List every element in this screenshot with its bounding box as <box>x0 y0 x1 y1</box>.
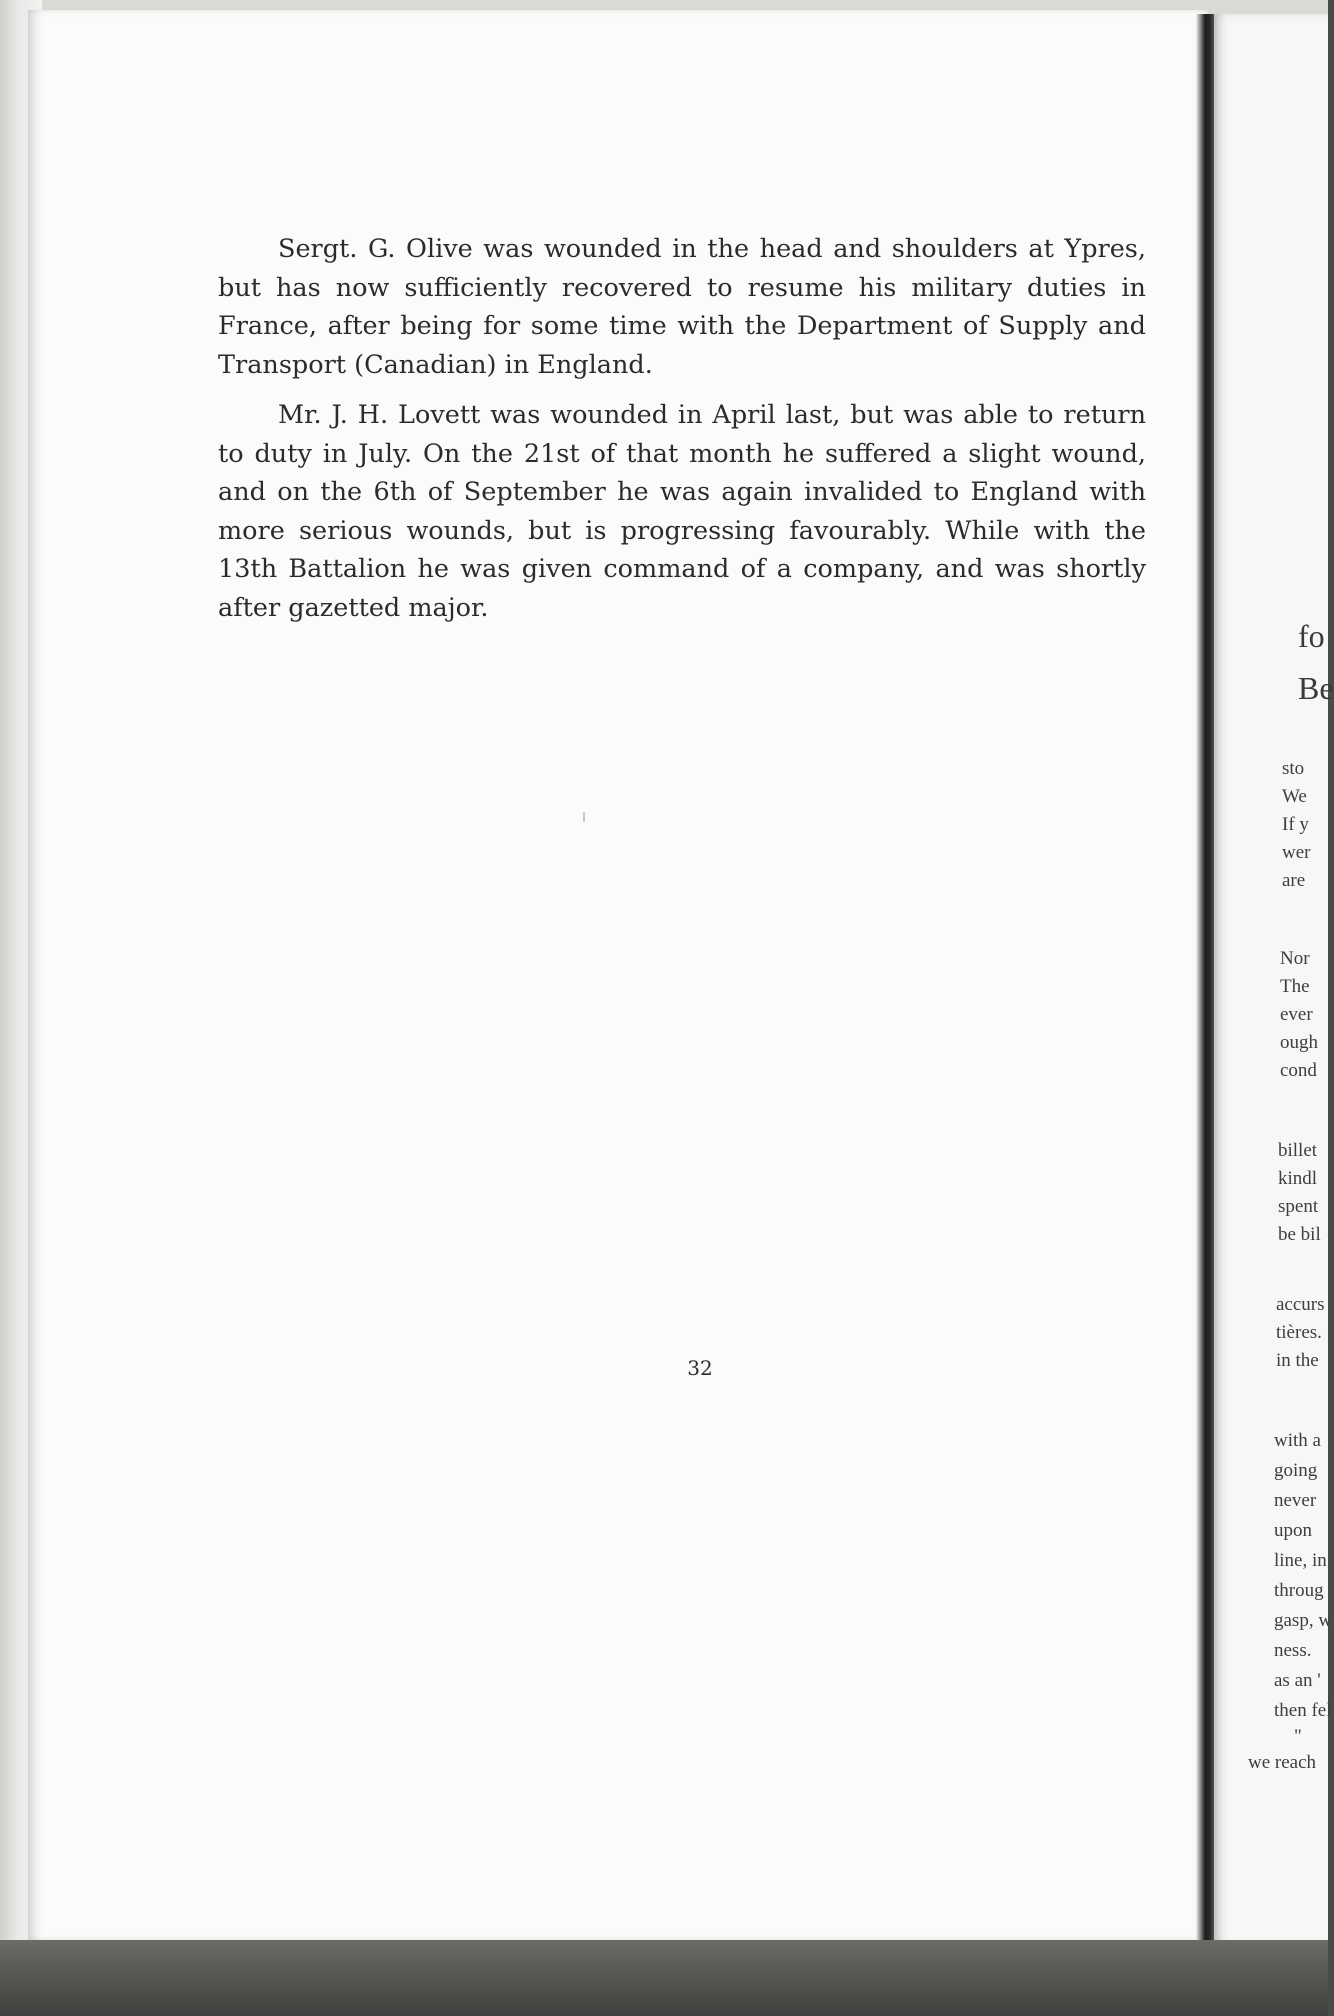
right-fragment: line, in <box>1274 1550 1327 1571</box>
paragraph-lovett: Mr. J. H. Lovett was wounded in April last, but was able to return to duty in July. On the 21st of that month he suffered a slight wound, and on the 6th of September he was again invalided to England with more serious wounds, but is progressing favourably. While with the 13th Battalion he was given command of a company, and was shortly after gazetted major. <box>218 400 1146 623</box>
right-fragment: spent <box>1278 1196 1319 1217</box>
right-fragment: billet <box>1278 1140 1318 1161</box>
right-fragment: ough <box>1280 1032 1318 1053</box>
right-fragment: ness. <box>1274 1640 1312 1661</box>
right-fragment: throug <box>1274 1580 1324 1601</box>
right-fragment: The <box>1280 976 1310 997</box>
right-fragment: we reach <box>1248 1752 1317 1773</box>
page-number: 32 <box>687 1356 713 1380</box>
right-fragment: Nor <box>1280 948 1310 969</box>
right-fragment: accurs <box>1276 1294 1325 1315</box>
right-fragment: kindl <box>1278 1168 1318 1189</box>
right-fragment: upon <box>1274 1520 1312 1541</box>
right-heading-line-1: fo <box>1298 618 1325 654</box>
book-gutter <box>1196 14 1216 1944</box>
paper-speck <box>583 812 585 822</box>
right-fragment: going <box>1274 1460 1318 1481</box>
right-fragment: tières. <box>1276 1322 1322 1343</box>
right-fragment: with a <box>1274 1430 1321 1451</box>
right-fragment: wer <box>1282 842 1311 863</box>
scan-bottom-border <box>0 1940 1328 2016</box>
right-fragment: then fel <box>1274 1700 1332 1721</box>
right-page <box>1214 14 1334 1944</box>
paragraph-olive: Sergt. G. Olive was wounded in the head and shoulders at Ypres, but has now sufficiently recovered to resume his military duties in France, after being for some time with the Department of Supply and Transport (Canadian) in England. <box>218 234 1146 380</box>
right-fragment: We <box>1282 786 1307 807</box>
right-fragment: are <box>1282 870 1306 891</box>
right-fragment: as an ' <box>1274 1670 1321 1691</box>
right-heading-line-2: Be <box>1298 670 1334 706</box>
body-text <box>218 230 1146 639</box>
right-fragment: sto <box>1282 758 1305 779</box>
right-fragment: ever <box>1280 1004 1313 1025</box>
right-fragment: never <box>1274 1490 1317 1511</box>
right-fragment: cond <box>1280 1060 1317 1081</box>
right-fragment: " <box>1294 1726 1302 1747</box>
right-fragment: If y <box>1282 814 1309 835</box>
right-fragment: gasp, w <box>1274 1610 1333 1631</box>
right-fragment: be bil <box>1278 1224 1321 1245</box>
right-fragment: in the <box>1276 1350 1319 1371</box>
